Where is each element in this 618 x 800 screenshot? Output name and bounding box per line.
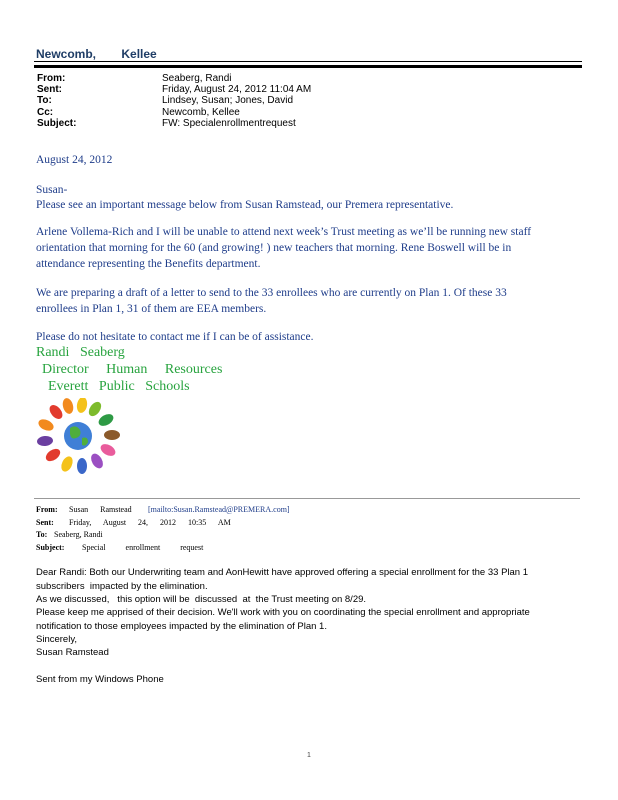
paragraph-1: Please see an important message below from Susan Ramstead, our Premera representative. [36, 199, 454, 211]
cc-label: Cc: [37, 107, 54, 118]
header-rule-thin [34, 61, 582, 62]
greeting: Susan- [36, 184, 68, 196]
signature-name: Randi Seaberg [36, 345, 125, 360]
signature-title: Director Human Resources [42, 362, 223, 377]
body2-line-1: Dear Randi: Both our Underwriting team and AonHewitt have approved offering a special enrollment for the 33 Plan 1 [36, 567, 529, 578]
fwd-from-name: Susan Ramstead [69, 505, 132, 514]
fwd-subject-label: Subject: [36, 543, 65, 552]
sent-label: Sent: [37, 84, 62, 95]
to-label: To: [37, 95, 52, 106]
paragraph-2-line-1: Arlene Vollema-Rich and I will be unable to attend next week’s Trust meeting as we’ll be running new staff [36, 226, 532, 238]
from-label: From: [37, 73, 66, 84]
header-last-name: Newcomb, [36, 47, 97, 61]
paragraph-2-line-2: orientation that morning for the 60 (and growing! ) new teachers that morning. Rene Boswell will be in [36, 242, 512, 254]
body2-line-6: Sincerely, [36, 634, 78, 645]
fwd-sent-value: Friday, August 24, 2012 10:35 AM [69, 518, 231, 527]
paragraph-2-line-3: attendance representing the Benefits department. [36, 258, 261, 270]
cc-value: Newcomb, Kellee [162, 107, 240, 118]
body2-line-4: Please keep me apprised of their decision. We'll work with you on coordinating the special enrollment and appropriate [36, 607, 530, 618]
email-date: August 24, 2012 [36, 154, 113, 166]
to-value: Lindsey, Susan; Jones, David [162, 95, 294, 106]
paragraph-4: Please do not hesitate to contact me if I can be of assistance. [36, 331, 314, 343]
fwd-from-label: From: [36, 505, 58, 514]
paragraph-3-line-1: We are preparing a draft of a letter to send to the 33 enrollees who are currently on Plan 1. Of these 33 [36, 287, 507, 299]
page-number: 1 [307, 752, 311, 759]
body2-line-7: Susan Ramstead [36, 647, 109, 658]
fwd-sent-label: Sent: [36, 518, 54, 527]
hands-globe-logo [32, 398, 126, 476]
body2-line-5: notification to those employees impacted by the elimination of Plan 1. [36, 621, 327, 632]
subject-label: Subject: [37, 118, 77, 129]
forward-separator [34, 498, 580, 499]
fwd-to-label: To: [36, 530, 48, 539]
body2-line-8: Sent from my Windows Phone [36, 674, 164, 685]
subject-value: FW: Specialenrollmentrequest [162, 118, 296, 129]
signature-org: Everett Public Schools [48, 379, 190, 394]
from-value: Seaberg, Randi [162, 73, 232, 84]
fwd-from-mailto-link[interactable]: [mailto:Susan.Ramstead@PREMERA.com] [148, 505, 290, 514]
body2-line-2: subscribers impacted by the elimination. [36, 581, 208, 592]
fwd-subject-value: Special enrollment request [82, 543, 204, 552]
sent-value: Friday, August 24, 2012 11:04 AM [162, 84, 312, 95]
paragraph-3-line-2: enrollees in Plan 1, 31 of them are EEA members. [36, 303, 267, 315]
printed-name-header [36, 47, 157, 61]
fwd-to-value: Seaberg, Randi [54, 530, 103, 539]
header-rule-thick [34, 65, 582, 68]
header-first-name: Kellee [121, 47, 157, 61]
body2-line-3: As we discussed, this option will be discussed at the Trust meeting on 8/29. [36, 594, 367, 605]
